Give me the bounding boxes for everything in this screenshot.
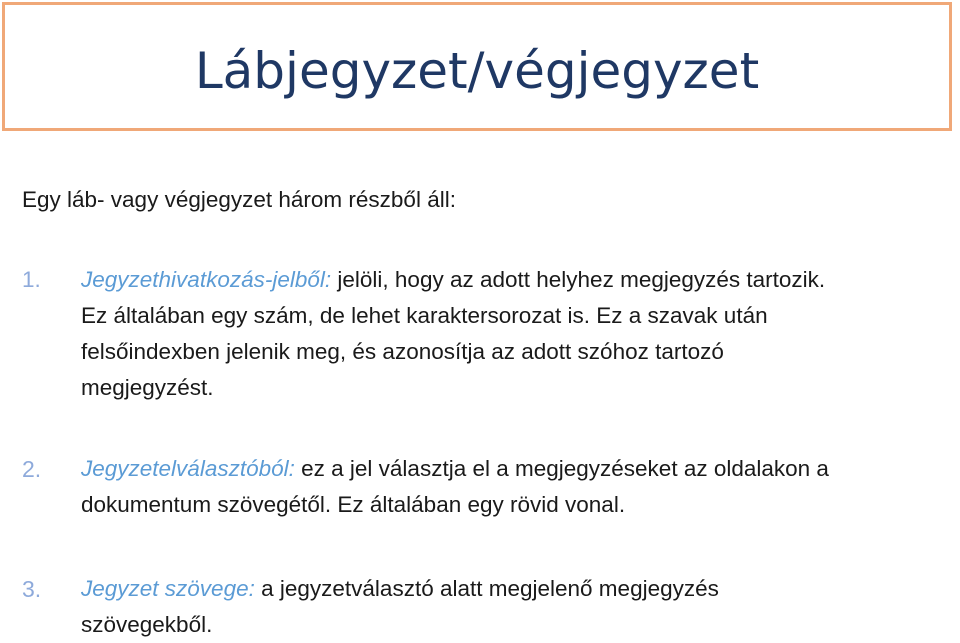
title-box [2, 2, 952, 131]
list-number: 3. [22, 576, 42, 602]
list-item-body [81, 571, 953, 643]
list-item-body [81, 262, 953, 406]
list-item-line: Ez általában egy szám, de lehet karaktersorozat is. Ez a szavak után [81, 303, 768, 328]
list-item-term: Jegyzetelválasztóból: [81, 456, 295, 481]
page-title: Lábjegyzet/végjegyzet [194, 41, 760, 100]
list-number: 2. [22, 456, 42, 482]
list-item-term: Jegyzet szövege: [81, 576, 255, 601]
list-item-text: ez a jel választja el a megjegyzéseket az oldalakon a [294, 456, 829, 481]
list-item-text: jelöli, hogy az adott helyhez megjegyzés tartozik. [331, 267, 826, 292]
list-item-line [81, 262, 953, 298]
list-item-line: megjegyzést. [81, 375, 214, 400]
list-item-text: a jegyzetválasztó alatt megjelenő megjegyzés [254, 576, 719, 601]
list-item-body [81, 451, 953, 523]
list-item-line [81, 451, 953, 487]
list-number: 1. [22, 267, 41, 292]
list-item-line [81, 571, 953, 607]
list-item-term: Jegyzethivatkozás-jelből: [81, 267, 332, 292]
list-item-line: felsőindexben jelenik meg, és azonosítja az adott szóhoz tartozó [81, 339, 724, 364]
list-item-line: szövegekből. [81, 612, 213, 637]
list-item-line: dokumentum szövegétől. Ez általában egy rövid vonal. [81, 492, 626, 517]
intro-text: Egy láb- vagy végjegyzet három részből áll: [22, 187, 456, 212]
